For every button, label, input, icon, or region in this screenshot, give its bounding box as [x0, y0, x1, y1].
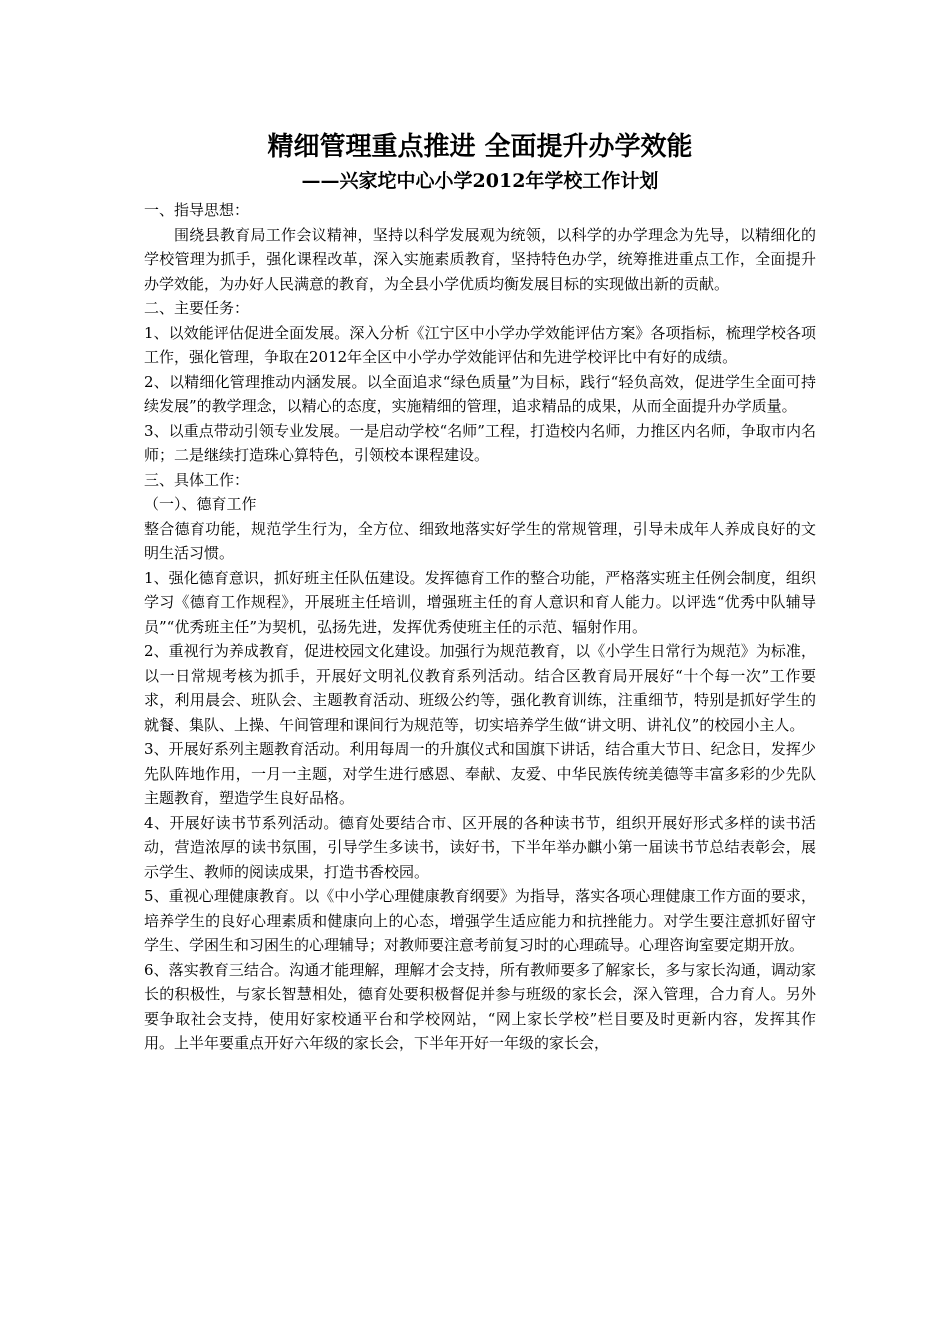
paragraph: 2、以精细化管理推动内涵发展。以全面追求“绿色质量”为目标，践行“轻负高效，促进学生全面可持续发展”的教学理念，以精心的态度，实施精细的管理，追求精品的成果，从而全面提升办学质量。	[144, 372, 816, 415]
document-body	[144, 198, 816, 1056]
paragraph: 6、落实教育三结合。沟通才能理解，理解才会支持，所有教师要多了解家长，多与家长沟通，调动家长的积极性，与家长智慧相处，德育处要积极督促并参与班级的家长会，深入管理，合力育人。另外要争取社会支持，使用好家校通平台和学校网站，“网上家长学校”栏目要及时更新内容，发挥其作用。上半年要重点开好六年级的家长会，下半年开好一年级的家长会，	[144, 960, 816, 1052]
section-heading: 三、具体工作：	[144, 470, 250, 489]
paragraph: 4、开展好读书节系列活动。德育处要结合市、区开展的各种读书节，组织开展好形式多样的读书活动，营造浓厚的读书氛围，引导学生多读书，读好书，下半年举办麒小第一届读书节总结表彰会，展示学生、教师的阅读成果，打造书香校园。	[144, 813, 816, 881]
paragraph: 3、以重点带动引领专业发展。一是启动学校“名师”工程，打造校内名师，力推区内名师，争取市内名师；二是继续打造珠心算特色，引领校本课程建设。	[144, 421, 816, 464]
document-title: 精细管理重点推进 全面提升办学效能	[267, 132, 693, 162]
subsection-heading: （一）、德育工作	[144, 495, 257, 513]
paragraph: 5、重视心理健康教育。以《中小学心理健康教育纲要》为指导，落实各项心理健康工作方面的要求，培养学生的良好心理素质和健康向上的心态，增强学生适应能力和抗挫能力。对学生要注意抓好留守学生、学困生和习困生的心理辅导；对教师要注意考前复习时的心理疏导。心理咨询室要定期开放。	[144, 887, 816, 954]
paragraph: 整合德育功能，规范学生行为，全方位、细致地落实好学生的常规管理，引导未成年人养成良好的文明生活习惯。	[144, 519, 816, 562]
section-heading: 二、主要任务：	[144, 299, 250, 317]
section-heading: 一、指导思想：	[144, 201, 250, 219]
paragraph: 1、强化德育意识，抓好班主任队伍建设。发挥德育工作的整合功能，严格落实班主任例会制度，组织学习《德育工作规程》，开展班主任培训，增强班主任的育人意识和育人能力。以评选“优秀中队辅导员”“优秀班主任”为契机，弘扬先进，发挥优秀使班主任的示范、辐射作用。	[144, 568, 816, 636]
document-subtitle: ——兴家坨中心小学2012年学校工作计划	[301, 170, 659, 192]
paragraph: 3、开展好系列主题教育活动。利用每周一的升旗仪式和国旗下讲话，结合重大节日、纪念日，发挥少先队阵地作用，一月一主题，对学生进行感恩、奉献、友爱、中华民族传统美德等丰富多彩的少先队主题教育，塑造学生良好品格。	[144, 740, 816, 807]
document-page	[144, 128, 816, 1056]
paragraph: 1、以效能评估促进全面发展。深入分析《江宁区中小学办学效能评估方案》各项指标，梳理学校各项工作，强化管理，争取在2012年全区中小学办学效能评估和先进学校评比中有好的成绩。	[144, 323, 816, 366]
paragraph: 2、重视行为养成教育，促进校园文化建设。加强行为规范教育，以《小学生日常行为规范》为标准，以一日常规考核为抓手，开展好文明礼仪教育系列活动。结合区教育局开展好“十个每一次”工作要求，利用晨会、班队会、主题教育活动、班级公约等，强化教育训练，注重细节，特别是抓好学生的就餐、集队、上操、午间管理和课间行为规范等，切实培养学生做“讲文明、讲礼仪”的校园小主人。	[144, 642, 816, 734]
paragraph: 围绕县教育局工作会议精神，坚持以科学发展观为统领，以科学的办学理念为先导，以精细化的学校管理为抓手，强化课程改革，深入实施素质教育，坚持特色办学，统筹推进重点工作，全面提升办学效能，为办好人民满意的教育，为全县小学优质均衡发展目标的实现做出新的贡献。	[144, 225, 816, 293]
